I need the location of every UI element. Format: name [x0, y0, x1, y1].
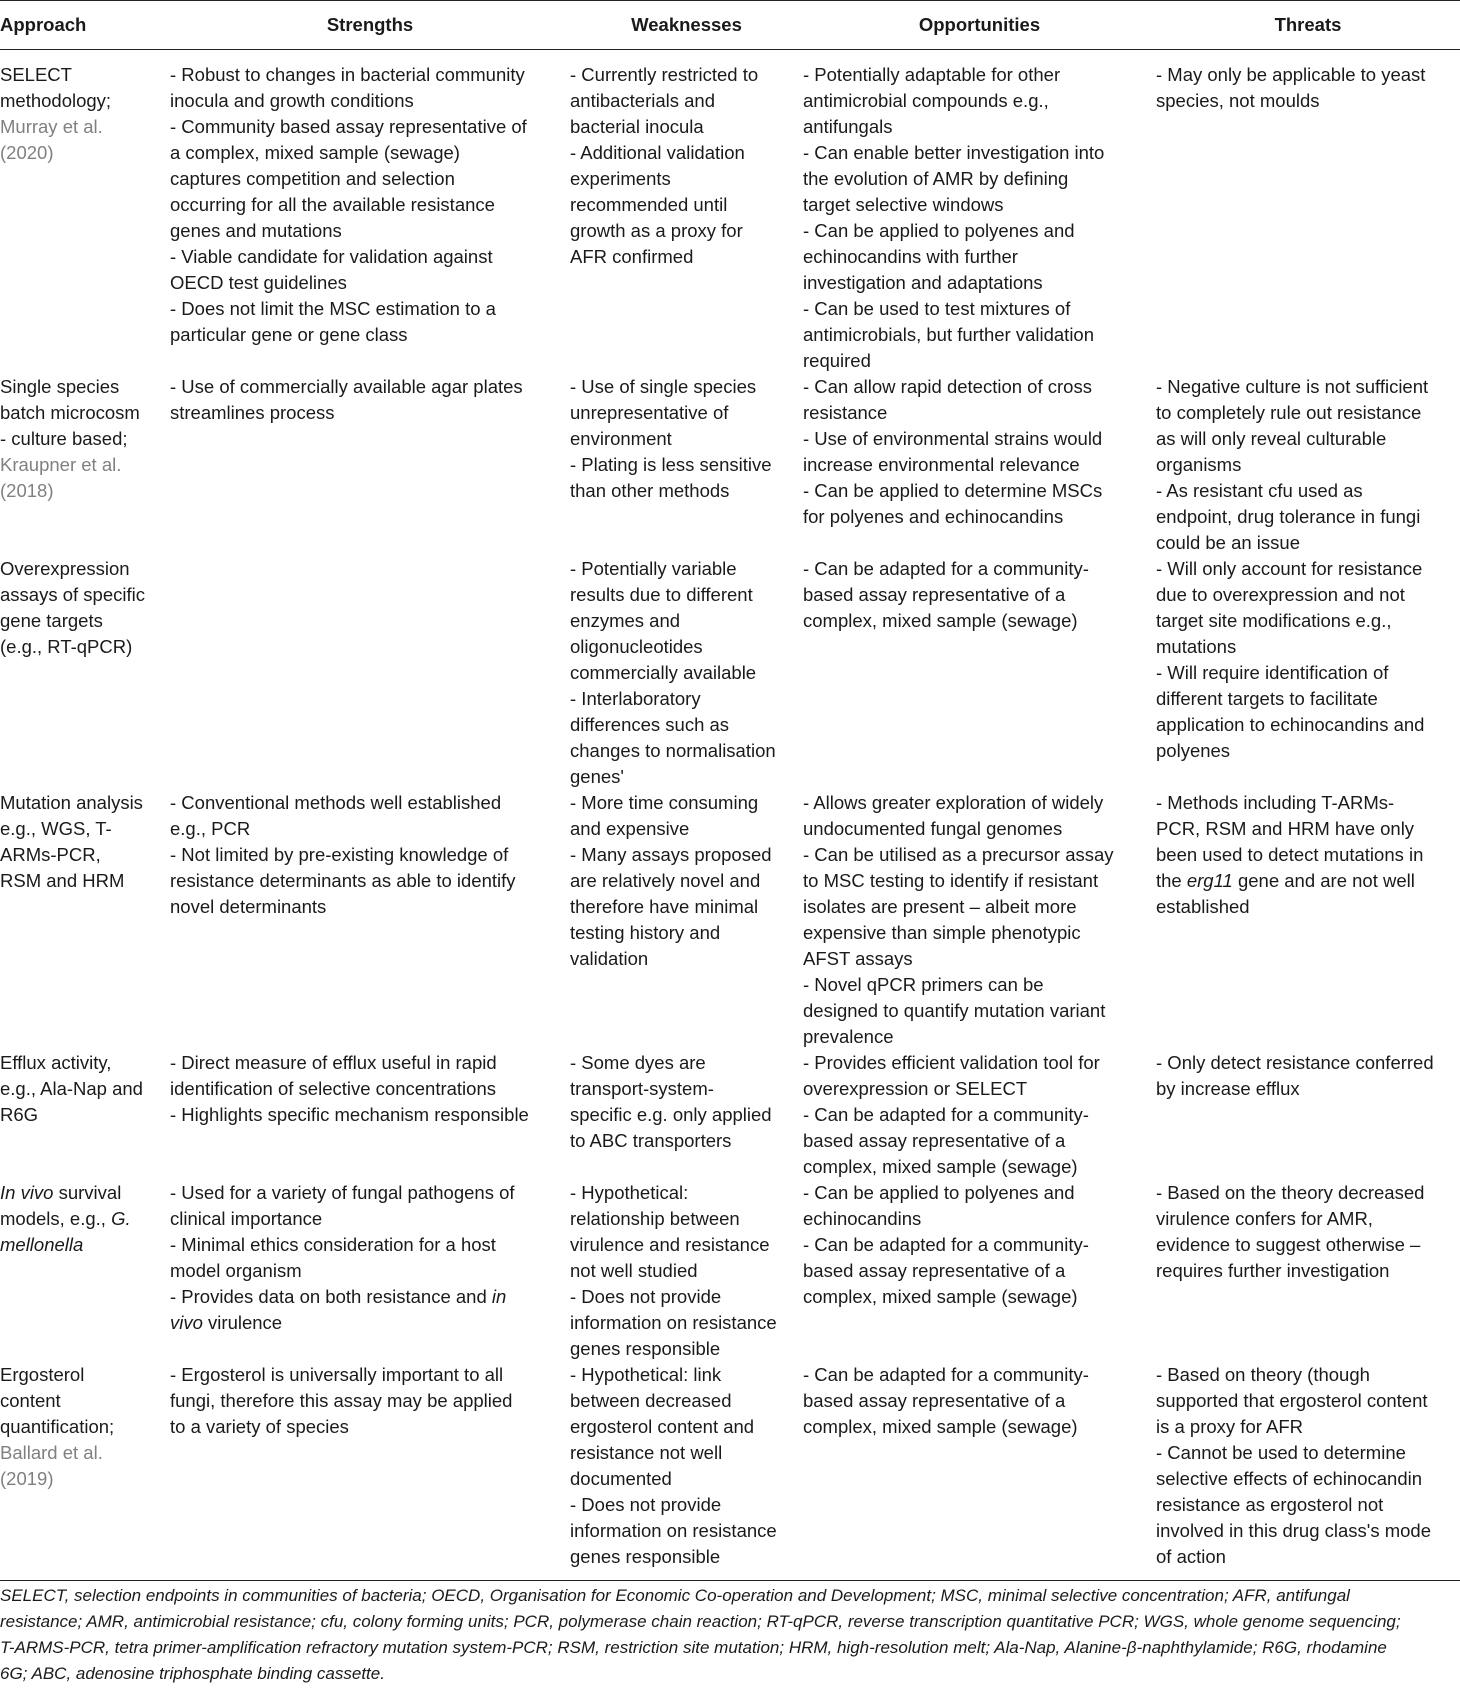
opportunities-cell — [803, 374, 1156, 556]
threats-text: - Will only account for resistance — [1156, 558, 1423, 579]
opportunities-text: echinocandins with further — [803, 246, 1018, 267]
approach-text: Single species — [0, 376, 120, 397]
threats-text: - Methods including T-ARMs- — [1156, 792, 1395, 813]
approach-text: batch microcosm — [0, 402, 140, 423]
table-footnote — [0, 1583, 1460, 1687]
opportunities-cell — [803, 1180, 1156, 1362]
opportunities-text: for polyenes and echinocandins — [803, 506, 1064, 527]
opportunities-text: based assay representative of a — [803, 1390, 1066, 1411]
table-row — [0, 1050, 1460, 1180]
weaknesses-text: to ABC transporters — [570, 1130, 732, 1151]
strengths-text: - Direct measure of efflux useful in rapid — [170, 1052, 497, 1073]
footnote-line: T-ARMS-PCR, tetra primer-amplification refractory mutation system-PCR; RSM, restriction site mutation; HRM, high-resolution melt; Ala-Nap, Alanine-β-naphthylamide; R6G, rhodamine — [0, 1638, 1387, 1657]
weaknesses-text: between decreased — [570, 1390, 732, 1411]
strengths-text: - Minimal ethics consideration for a host — [170, 1234, 496, 1255]
weaknesses-cell — [570, 1362, 803, 1581]
threats-text: established — [1156, 896, 1250, 917]
header-opportunities: Opportunities — [803, 1, 1156, 50]
table-header — [0, 1, 1460, 50]
citation-text: Ballard et al. — [0, 1442, 103, 1463]
weaknesses-text: genes responsible — [570, 1338, 721, 1359]
weaknesses-text: - Plating is less sensitive — [570, 454, 772, 475]
weaknesses-text: recommended until — [570, 194, 728, 215]
strengths-text: occurring for all the available resistance — [170, 194, 495, 215]
threats-text: - Only detect resistance conferred — [1156, 1052, 1434, 1073]
threats-text: virulence confers for AMR, — [1156, 1208, 1373, 1229]
weaknesses-text: specific e.g. only applied — [570, 1104, 772, 1125]
weaknesses-text: environment — [570, 428, 672, 449]
weaknesses-text: ergosterol content and — [570, 1416, 755, 1437]
threats-text: could be an issue — [1156, 532, 1300, 553]
header-row — [0, 1, 1460, 50]
weaknesses-text: - Interlaboratory — [570, 688, 701, 709]
threats-text: species, not moulds — [1156, 90, 1320, 111]
strengths-text: streamlines process — [170, 402, 335, 423]
threats-text: of action — [1156, 1546, 1226, 1567]
weaknesses-text: - Does not provide — [570, 1286, 722, 1307]
approach-cell — [0, 50, 170, 375]
threats-text: PCR, RSM and HRM have only — [1156, 818, 1415, 839]
opportunities-text: echinocandins — [803, 1208, 922, 1229]
threats-text: evidence to suggest otherwise – — [1156, 1234, 1421, 1255]
strengths-text: fungi, therefore this assay may be applied — [170, 1390, 513, 1411]
opportunities-text: based assay representative of a — [803, 1130, 1066, 1151]
weaknesses-text: than other methods — [570, 480, 730, 501]
opportunities-text: undocumented fungal genomes — [803, 818, 1063, 839]
citation-text: Kraupner et al. — [0, 454, 122, 475]
strengths-cell — [170, 790, 570, 1050]
opportunities-text: investigation and adaptations — [803, 272, 1043, 293]
opportunities-text: complex, mixed sample (sewage) — [803, 610, 1078, 631]
strengths-text: clinical importance — [170, 1208, 323, 1229]
weaknesses-cell — [570, 556, 803, 790]
threats-text: resistance as ergosterol not — [1156, 1494, 1384, 1515]
header-approach: Approach — [0, 1, 170, 50]
opportunities-text: complex, mixed sample (sewage) — [803, 1156, 1078, 1177]
strengths-text: - Use of commercially available agar plates — [170, 376, 523, 397]
opportunities-text: - Can be adapted for a community- — [803, 1234, 1089, 1255]
approach-text: In vivo survival — [0, 1182, 122, 1203]
weaknesses-text: testing history and — [570, 922, 721, 943]
opportunities-text: - Provides efficient validation tool for — [803, 1052, 1100, 1073]
opportunities-text: to MSC testing to identify if resistant — [803, 870, 1099, 891]
weaknesses-text: differences such as — [570, 714, 730, 735]
approach-text: mellonella — [0, 1234, 84, 1255]
opportunities-text: - Novel qPCR primers can be — [803, 974, 1044, 995]
footnote-line: SELECT, selection endpoints in communities of bacteria; OECD, Organisation for Economic Co-operation and Development; MSC, minimal selective concentration; AFR, antifungal — [0, 1586, 1350, 1605]
strengths-text: - Does not limit the MSC estimation to a — [170, 298, 496, 319]
weaknesses-text: results due to different — [570, 584, 753, 605]
weaknesses-text: information on resistance — [570, 1520, 777, 1541]
opportunities-text: - Use of environmental strains would — [803, 428, 1103, 449]
opportunities-text: resistance — [803, 402, 888, 423]
opportunities-text: - Can be adapted for a community- — [803, 1364, 1089, 1385]
threats-text: endpoint, drug tolerance in fungi — [1156, 506, 1421, 527]
strengths-text: novel determinants — [170, 896, 327, 917]
approach-text: Efflux activity, — [0, 1052, 112, 1073]
strengths-text: identification of selective concentrations — [170, 1078, 496, 1099]
weaknesses-cell — [570, 1050, 803, 1180]
weaknesses-text: - Currently restricted to — [570, 64, 759, 85]
threats-text: - Based on theory (though — [1156, 1364, 1370, 1385]
strengths-cell — [170, 556, 570, 790]
weaknesses-cell — [570, 50, 803, 375]
strengths-text: captures competition and selection — [170, 168, 455, 189]
weaknesses-text: AFR confirmed — [570, 246, 694, 267]
opportunities-cell — [803, 556, 1156, 790]
opportunities-text: - Can be applied to determine MSCs — [803, 480, 1103, 501]
threats-text: been used to detect mutations in — [1156, 844, 1424, 865]
opportunities-text: designed to quantify mutation variant — [803, 1000, 1106, 1021]
strengths-text: - Conventional methods well established — [170, 792, 502, 813]
strengths-cell — [170, 50, 570, 375]
strengths-text: OECD test guidelines — [170, 272, 347, 293]
strengths-text: to a variety of species — [170, 1416, 349, 1437]
threats-cell — [1156, 1180, 1460, 1362]
threats-text: involved in this drug class's mode — [1156, 1520, 1431, 1541]
opportunities-text: overexpression or SELECT — [803, 1078, 1028, 1099]
weaknesses-cell — [570, 790, 803, 1050]
weaknesses-cell — [570, 374, 803, 556]
table-body — [0, 50, 1460, 1581]
threats-text: selective effects of echinocandin — [1156, 1468, 1423, 1489]
threats-cell — [1156, 556, 1460, 790]
opportunities-text: - Can allow rapid detection of cross — [803, 376, 1092, 397]
approach-text: R6G — [0, 1104, 39, 1125]
opportunities-cell — [803, 1050, 1156, 1180]
approach-cell — [0, 556, 170, 790]
weaknesses-text: - Does not provide — [570, 1494, 722, 1515]
strengths-text: - Robust to changes in bacterial community — [170, 64, 525, 85]
threats-cell — [1156, 50, 1460, 375]
strengths-text: - Viable candidate for validation against — [170, 246, 493, 267]
opportunities-text: - Can be used to test mixtures of — [803, 298, 1071, 319]
threats-cell — [1156, 790, 1460, 1050]
threats-text: is a proxy for AFR — [1156, 1416, 1304, 1437]
approach-text: e.g., WGS, T- — [0, 818, 112, 839]
opportunities-text: antimicrobials, but further validation — [803, 324, 1095, 345]
citation-text: (2020) — [0, 142, 54, 163]
table-row — [0, 1180, 1460, 1362]
strengths-text: vivo virulence — [170, 1312, 283, 1333]
threats-text: application to echinocandins and — [1156, 714, 1425, 735]
approach-cell — [0, 1180, 170, 1362]
strengths-text: - Community based assay representative of — [170, 116, 527, 137]
opportunities-text: - Allows greater exploration of widely — [803, 792, 1104, 813]
weaknesses-text: are relatively novel and — [570, 870, 761, 891]
strengths-cell — [170, 374, 570, 556]
opportunities-text: complex, mixed sample (sewage) — [803, 1416, 1078, 1437]
strengths-text: resistance determinants as able to identify — [170, 870, 516, 891]
strengths-text: - Provides data on both resistance and in — [170, 1286, 507, 1307]
strengths-text: a complex, mixed sample (sewage) — [170, 142, 460, 163]
strengths-cell — [170, 1362, 570, 1581]
opportunities-text: isolates are present – albeit more — [803, 896, 1077, 917]
opportunities-text: the evolution of AMR by defining — [803, 168, 1069, 189]
weaknesses-text: therefore have minimal — [570, 896, 759, 917]
threats-text: - Will require identification of — [1156, 662, 1389, 683]
threats-text: to completely rule out resistance — [1156, 402, 1422, 423]
opportunities-text: complex, mixed sample (sewage) — [803, 1286, 1078, 1307]
weaknesses-text: - Use of single species — [570, 376, 757, 397]
approach-text: quantification; — [0, 1416, 115, 1437]
approach-text: Ergosterol — [0, 1364, 85, 1385]
strengths-cell — [170, 1180, 570, 1362]
strengths-text: model organism — [170, 1260, 302, 1281]
header-strengths: Strengths — [170, 1, 570, 50]
table-row — [0, 790, 1460, 1050]
weaknesses-text: growth as a proxy for — [570, 220, 743, 241]
weaknesses-cell — [570, 1180, 803, 1362]
opportunities-text: - Can be applied to polyenes and — [803, 1182, 1075, 1203]
citation-text: (2019) — [0, 1468, 54, 1489]
threats-text: by increase efflux — [1156, 1078, 1300, 1099]
weaknesses-text: - Many assays proposed — [570, 844, 772, 865]
opportunities-text: - Can enable better investigation into — [803, 142, 1105, 163]
opportunities-text: - Can be adapted for a community- — [803, 1104, 1089, 1125]
header-weaknesses: Weaknesses — [570, 1, 803, 50]
table-row — [0, 50, 1460, 375]
strengths-text: - Ergosterol is universally important to all — [170, 1364, 504, 1385]
weaknesses-text: documented — [570, 1468, 672, 1489]
weaknesses-text: genes' — [570, 766, 624, 787]
threats-text: different targets to facilitate — [1156, 688, 1378, 709]
threats-cell — [1156, 1362, 1460, 1581]
table-row — [0, 374, 1460, 556]
citation-text: (2018) — [0, 480, 54, 501]
weaknesses-text: information on resistance — [570, 1312, 777, 1333]
opportunities-text: - Can be applied to polyenes and — [803, 220, 1075, 241]
opportunities-text: prevalence — [803, 1026, 894, 1047]
opportunities-text: antifungals — [803, 116, 893, 137]
strengths-cell — [170, 1050, 570, 1180]
approach-text: Overexpression — [0, 558, 130, 579]
strengths-text: - Highlights specific mechanism responsible — [170, 1104, 529, 1125]
footnote-line: 6G; ABC, adenosine triphosphate binding cassette. — [0, 1664, 385, 1683]
threats-text: polyenes — [1156, 740, 1231, 761]
threats-cell — [1156, 374, 1460, 556]
threats-text: requires further investigation — [1156, 1260, 1390, 1281]
threats-text: - Cannot be used to determine — [1156, 1442, 1406, 1463]
opportunities-text: - Potentially adaptable for other — [803, 64, 1061, 85]
opportunities-cell — [803, 1362, 1156, 1581]
opportunities-text: antimicrobial compounds e.g., — [803, 90, 1049, 111]
citation-text: Murray et al. — [0, 116, 103, 137]
approach-text: assays of specific — [0, 584, 145, 605]
weaknesses-text: - Hypothetical: link — [570, 1364, 722, 1385]
footnote-line: resistance; AMR, antimicrobial resistance; cfu, colony forming units; PCR, polymerase chain reaction; RT-qPCR, reverse transcription quantitative PCR; WGS, whole genome sequencing; — [0, 1612, 1401, 1631]
threats-text: supported that ergosterol content — [1156, 1390, 1428, 1411]
opportunities-text: based assay representative of a — [803, 584, 1066, 605]
opportunities-text: required — [803, 350, 871, 371]
strengths-text: - Used for a variety of fungal pathogens of — [170, 1182, 515, 1203]
opportunities-text: expensive than simple phenotypic — [803, 922, 1081, 943]
approach-text: ARMs-PCR, — [0, 844, 101, 865]
approach-text: - culture based; — [0, 428, 128, 449]
weaknesses-text: - Some dyes are — [570, 1052, 706, 1073]
approach-text: content — [0, 1390, 61, 1411]
threats-text: - As resistant cfu used as — [1156, 480, 1363, 501]
threats-text: organisms — [1156, 454, 1242, 475]
header-threats: Threats — [1156, 1, 1460, 50]
strengths-text: - Not limited by pre-existing knowledge of — [170, 844, 509, 865]
opportunities-text: - Can be utilised as a precursor assay — [803, 844, 1114, 865]
approach-text: e.g., Ala-Nap and — [0, 1078, 143, 1099]
table-row — [0, 1362, 1460, 1581]
weaknesses-text: antibacterials and — [570, 90, 716, 111]
weaknesses-text: - Potentially variable — [570, 558, 737, 579]
threats-text: - May only be applicable to yeast — [1156, 64, 1426, 85]
threats-text: mutations — [1156, 636, 1237, 657]
approach-text: (e.g., RT-qPCR) — [0, 636, 133, 657]
weaknesses-text: bacterial inocula — [570, 116, 704, 137]
opportunities-cell — [803, 790, 1156, 1050]
weaknesses-text: validation — [570, 948, 649, 969]
weaknesses-text: experiments — [570, 168, 671, 189]
approach-cell — [0, 374, 170, 556]
opportunities-text: target selective windows — [803, 194, 1004, 215]
opportunities-text: AFST assays — [803, 948, 913, 969]
approach-text: gene targets — [0, 610, 103, 631]
strengths-text: inocula and growth conditions — [170, 90, 414, 111]
weaknesses-text: genes responsible — [570, 1546, 721, 1567]
opportunities-text: increase environmental relevance — [803, 454, 1080, 475]
weaknesses-text: unrepresentative of — [570, 402, 729, 423]
approach-text: Mutation analysis — [0, 792, 143, 813]
weaknesses-text: relationship between — [570, 1208, 740, 1229]
weaknesses-text: commercially available — [570, 662, 757, 683]
weaknesses-text: virulence and resistance — [570, 1234, 770, 1255]
weaknesses-text: - Hypothetical: — [570, 1182, 689, 1203]
opportunities-cell — [803, 50, 1156, 375]
threats-text: - Negative culture is not sufficient — [1156, 376, 1429, 397]
strengths-text: genes and mutations — [170, 220, 342, 241]
strengths-text: e.g., PCR — [170, 818, 251, 839]
threats-text: due to overexpression and not — [1156, 584, 1405, 605]
threats-text: the erg11 gene and are not well — [1156, 870, 1415, 891]
opportunities-text: - Can be adapted for a community- — [803, 558, 1089, 579]
weaknesses-text: not well studied — [570, 1260, 698, 1281]
threats-text: target site modifications e.g., — [1156, 610, 1392, 631]
approach-text: SELECT — [0, 64, 72, 85]
weaknesses-text: oligonucleotides — [570, 636, 703, 657]
approach-cell — [0, 1362, 170, 1581]
threats-cell — [1156, 1050, 1460, 1180]
table-row — [0, 556, 1460, 790]
weaknesses-text: - More time consuming — [570, 792, 759, 813]
approach-text: models, e.g., G. — [0, 1208, 131, 1229]
approach-cell — [0, 790, 170, 1050]
strengths-text: particular gene or gene class — [170, 324, 408, 345]
approach-text: RSM and HRM — [0, 870, 125, 891]
opportunities-text: based assay representative of a — [803, 1260, 1066, 1281]
threats-text: as will only reveal culturable — [1156, 428, 1387, 449]
weaknesses-text: - Additional validation — [570, 142, 745, 163]
weaknesses-text: and expensive — [570, 818, 690, 839]
approach-cell — [0, 1050, 170, 1180]
weaknesses-text: transport-system- — [570, 1078, 714, 1099]
weaknesses-text: resistance not well — [570, 1442, 723, 1463]
weaknesses-text: changes to normalisation — [570, 740, 776, 761]
threats-text: - Based on the theory decreased — [1156, 1182, 1425, 1203]
approach-text: methodology; — [0, 90, 112, 111]
weaknesses-text: enzymes and — [570, 610, 681, 631]
